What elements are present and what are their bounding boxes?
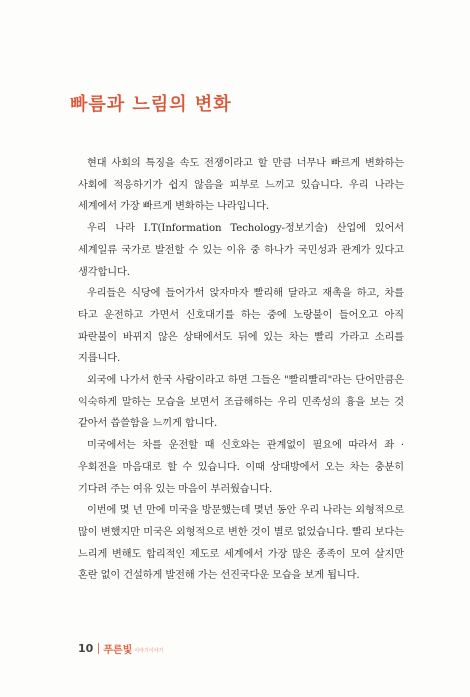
paragraph: 외국에 나가서 한국 사람이라고 하면 그들은 "빨리빨리"라는 단어만큼은 익숙하게 말하는 모습을 보면서 조급해하는 우리 민족성의 흉을 보는 것 같아서 씁쓸함을 느끼게 합니다.	[78, 375, 404, 430]
page-number: 10	[78, 641, 94, 655]
page-footer	[78, 640, 163, 656]
paragraph: 우리 나라 I.T(Information Techology-정보기술) 산업에 있어서 세계일류 국가로 발전할 수 있는 이유 중 하나가 국민성과 관계가 있다고 생각합니다.	[78, 223, 404, 278]
paragraph: 현대 사회의 특징을 속도 전쟁이라고 할 만큼 너무나 빠르게 변화하는 사회에 적응하기가 쉽지 않음을 피부로 느끼고 있습니다. 우리 나라는 세계에서 가장 빠르게 변화하는 나라입니다.	[78, 158, 404, 213]
paragraph: 미국에서는 차를 운전할 때 신호와는 관계없이 필요에 따라서 좌 · 우회전을 마음대로 할 수 있습니다. 이때 상대방에서 오는 차는 충분히 기다려 주는 여유 있는 마음이 부러웠습니다.	[78, 440, 404, 495]
footer-tagline: 이야기이야기	[134, 647, 164, 654]
paragraph: 이번에 몇 년 만에 미국을 방문했는데 몇년 동안 우리 나라는 외형적으로 많이 변했지만 미국은 외형적으로 변한 것이 별로 없었습니다. 빨리 보다는 느리게 변해도 합리적인 제도로 세계에서 가장 많은 종족이 모여 살지만 혼란 없이 건설하게 발전해 가는 선진국다운 모습을 보게 됩니다.	[78, 505, 404, 582]
footer-brand-logo: 푸른빛	[103, 644, 133, 656]
body-text	[78, 153, 404, 587]
paragraph: 우리들은 식당에 들어가서 앉자마자 빨리해 달라고 재촉을 하고, 차를 타고 운전하고 가면서 신호대기를 하는 중에 노랑불이 들어오고 아직 파란불이 바뀌지 않은 상태에서도 뒤에 있는 차는 빨리 가라고 소리를 지릅니다.	[78, 288, 404, 365]
footer-divider	[98, 643, 99, 654]
chapter-title: 빠름과 느림의 변화	[70, 94, 232, 115]
